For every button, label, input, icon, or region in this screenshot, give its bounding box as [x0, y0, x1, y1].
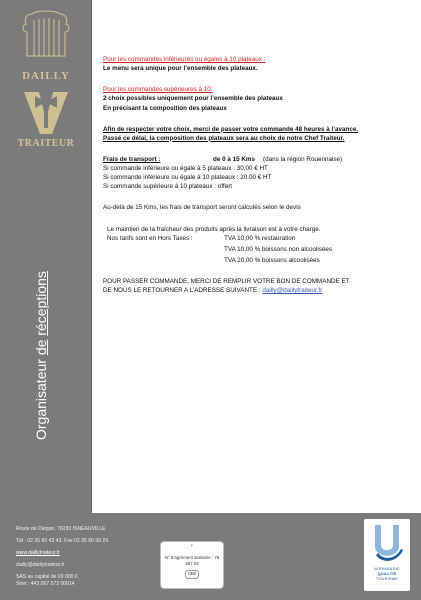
- vertical-tagline: [33, 140, 49, 440]
- taxes-label: Nos tarifs sont en Hors Taxes :: [107, 234, 193, 242]
- large-orders-heading: Pour les commandes supérieures à 10:: [103, 86, 213, 94]
- transport-range: de 0 à 15 Kms: [213, 155, 256, 163]
- brand-name: DAILLY: [22, 70, 70, 82]
- quality-text-2: QUALITÉ: [377, 571, 397, 576]
- transport-heading-row: [103, 155, 408, 164]
- large-orders-line-2: En précisant la composition des plateaux: [103, 104, 227, 112]
- dailly-traiteur-logo: [8, 10, 84, 152]
- footer-phone: Tél : 02 35 60 43 43. Fax 02 35 60 99 29: [16, 537, 109, 544]
- tax-rate-3: TVA 20,00 % boissons alcoolisées: [224, 256, 320, 264]
- small-orders-text: Le menu sera unique pour l’ensemble des plateaux.: [103, 65, 258, 73]
- transport-region: (dans la région Rouennaise): [263, 155, 343, 163]
- footer-address: Route de Dieppe, 76230 ISNEAUVILLE: [16, 526, 106, 532]
- quality-label-logo: [364, 519, 410, 591]
- order-email-link[interactable]: dailly@daillytraiteur.fr: [262, 287, 323, 295]
- footer-contact: [16, 526, 108, 589]
- brand-subtitle: TRAITEUR: [17, 138, 75, 149]
- agreement-ce: CEE: [185, 570, 200, 579]
- agreement-country: F: [190, 544, 194, 548]
- sanitary-agreement-stamp: [160, 541, 224, 589]
- order-instruction-line-1: POUR PASSER COMMANDE, MERCI DE REMPLIR VOTRE BON DE COMMANDE ET: [103, 278, 350, 285]
- transport-row-1: Si commande inférieure ou égale à 5 plateaux : 30.00 € HT: [103, 165, 268, 172]
- quality-tourism-icon: [364, 519, 410, 565]
- beyond-15km-note: Au-delà de 15 Kms, les frais de transport seront calculés selon le devis: [103, 204, 301, 212]
- tax-rate-2: TVA 10,00 % boissons non alcoolisées: [224, 245, 333, 253]
- freshness-note: Le maintien de la fraîcheur des produits après la livraison est à votre charge.: [107, 225, 321, 233]
- footer-website-link[interactable]: www.daillytraiteur.fr: [16, 549, 60, 556]
- tagline-word-1: Organisateur: [33, 359, 49, 440]
- agreement-number: N° d’agrément sanitaire : 76 357 02: [164, 554, 220, 567]
- tagline-word-2: de: [33, 339, 49, 356]
- quality-text-3: TOURISME: [375, 576, 399, 581]
- small-orders-heading: Pour les commandes inférieures ou égales à 10 plateaux :: [103, 56, 266, 63]
- transport-heading: Frais de transport :: [103, 155, 161, 163]
- large-orders-line-1: 2 choix possibles uniquement pour l’ensemble des plateaux: [103, 95, 283, 103]
- tagline-word-3: réceptions: [33, 271, 49, 336]
- quality-label-text: [364, 567, 410, 582]
- footer-capital: SAS au capital de 69 000 €: [16, 573, 78, 580]
- footer-email[interactable]: dailly@daillytraiteur.fr: [16, 561, 65, 568]
- notice-line-1: Afin de respecter votre choix, merci de passer votre commande 48 heures à l’avance.: [103, 125, 359, 133]
- left-sidebar: [0, 0, 91, 600]
- order-instruction-text: DE NOUS LE RETOURNER A L’ADRESSE SUIVANTE :: [103, 287, 261, 295]
- footer-siret: Siret : 443 067 572 00014: [16, 581, 75, 588]
- tax-rate-1: TVA 10,00 % restauration: [224, 234, 296, 242]
- conditions-content: [103, 55, 408, 295]
- notice-line-2: Passé ce délai, la composition des plateaux sera au choix de notre Chef Traiteur.: [103, 134, 345, 142]
- taxes-grid: [103, 234, 408, 265]
- order-instruction-line-2: [103, 286, 408, 295]
- transport-row-2: Si commande inférieure ou égale à 10 plateaux : 20.00 € HT: [103, 174, 272, 182]
- sidebar-divider: [91, 0, 92, 600]
- transport-row-3: Si commande supérieure à 10 plateaux : offert: [103, 183, 233, 191]
- quality-text-1: NORMANDIE: [374, 567, 400, 571]
